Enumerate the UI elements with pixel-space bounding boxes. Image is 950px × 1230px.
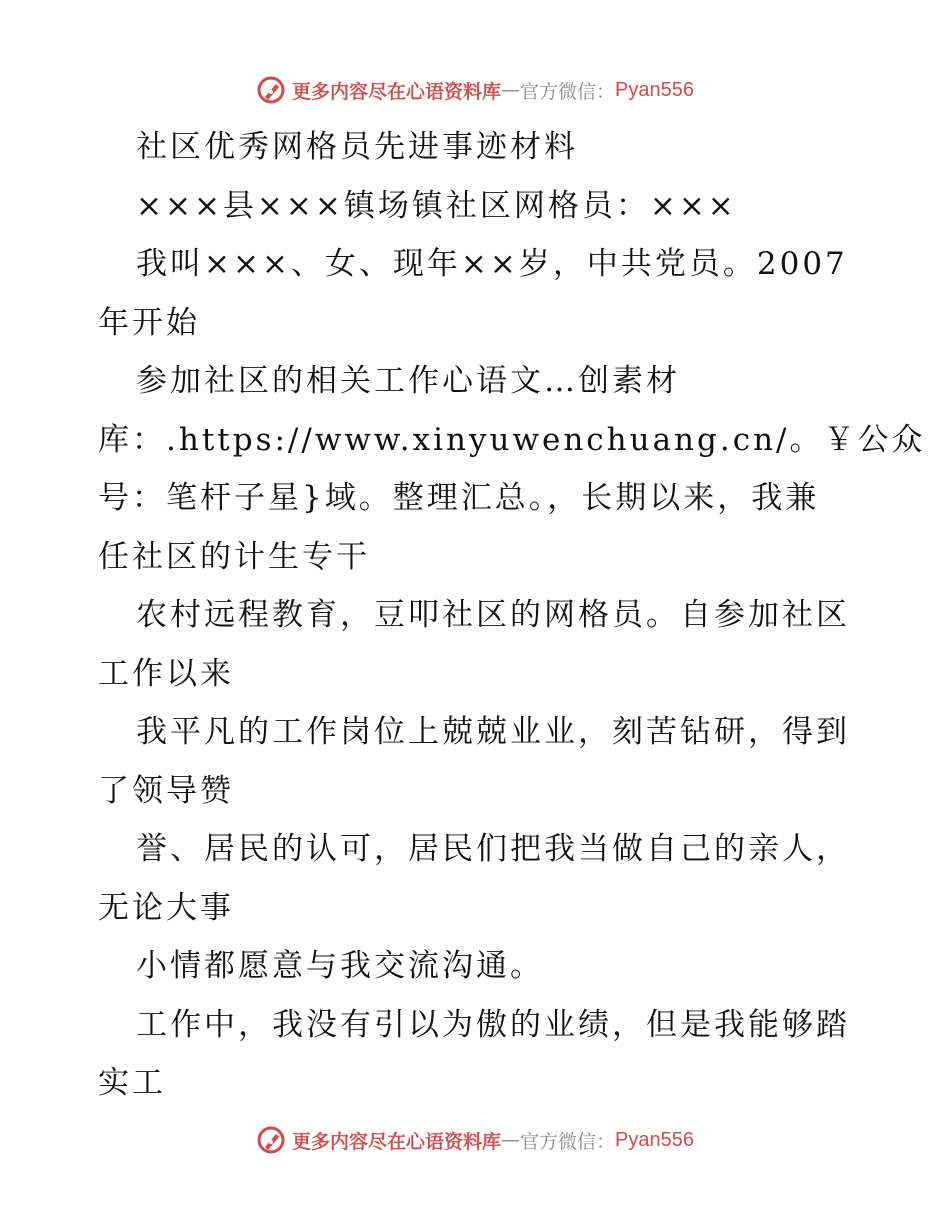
document-line: 任社区的计生专干 [98,538,370,575]
header-separator: — [501,79,521,101]
document-line: 号：笔杆子星}域。整理汇总。，长期以来，我兼 [98,480,820,516]
footer-banner [0,1120,950,1160]
header-banner [0,70,950,110]
document-line: 我叫×××、女、现年××岁，中共党员。2007 [136,246,848,282]
document-line: 了领导赞 [98,772,234,809]
header-wechat-label: 官方微信： [520,80,616,103]
document-line: 库：.https://www.xinyuwenchuang.cn/。￥公众 [98,421,926,458]
pen-nib-logo-icon [256,1125,286,1155]
footer-wechat-account: Pyan556 [615,1128,694,1151]
document-line: ×××县×××镇场镇社区网格员：××× [136,187,737,224]
pen-nib-logo-icon [256,75,286,105]
footer-wechat-label: 官方微信： [520,1130,616,1153]
document-line: 工作以来 [98,655,234,692]
footer-separator: — [501,1129,521,1151]
header-brand-text: 更多内容尽在心语资料库 [292,80,502,103]
footer-brand-text: 更多内容尽在心语资料库 [292,1130,502,1153]
document-line: 我平凡的工作岗位上兢兢业业，刻苦钻研，得到 [136,714,850,750]
document-line: 誉、居民的认可，居民们把我当做自己的亲人， [136,831,850,867]
document-line: 年开始 [98,304,200,341]
document-line: 无论大事 [98,889,234,926]
document-line: 工作中，我没有引以为傲的业绩，但是我能够踏 [136,1006,850,1043]
document-title: 社区优秀网格员先进事迹材料 [136,129,578,165]
document-body [98,118,926,1113]
document-line: 参加社区的相关工作心语文…创素材 [136,363,680,399]
document-line: 小情都愿意与我交流沟通。 [136,948,544,984]
header-wechat-account: Pyan556 [615,78,694,101]
document-line: 实工 [98,1065,166,1101]
document-line: 农村远程教育，豆叩社区的网格员。自参加社区 [136,597,850,633]
